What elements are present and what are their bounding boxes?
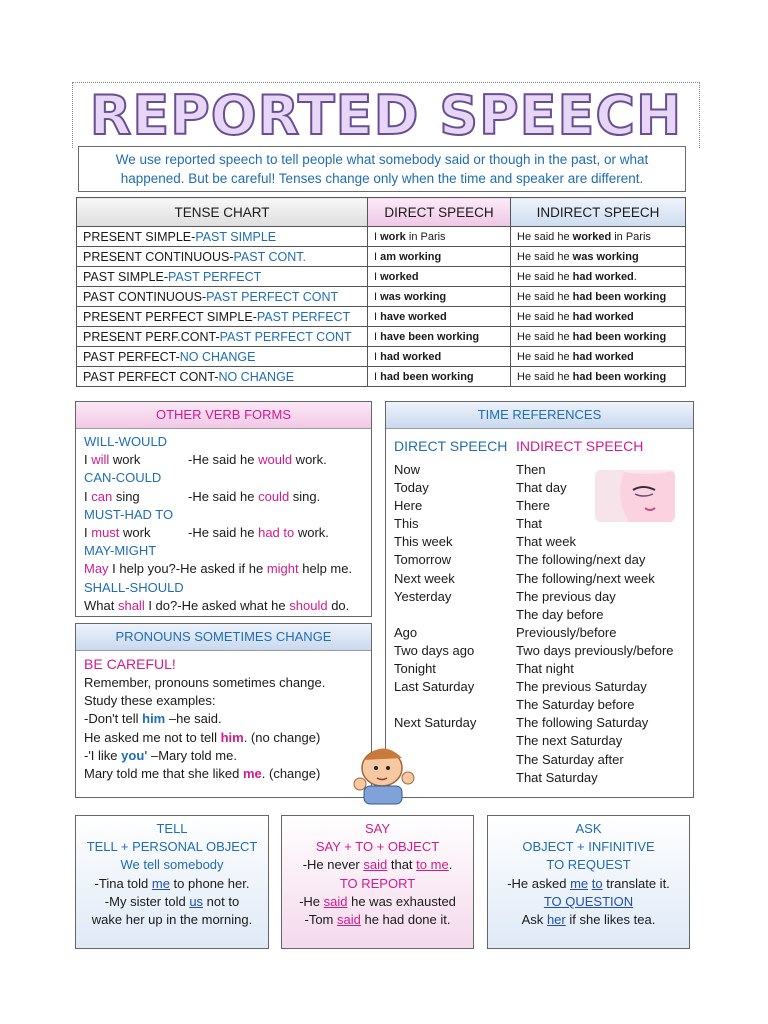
be-careful: BE CAREFUL! (84, 656, 176, 672)
verb-text: work (119, 525, 151, 541)
time-ref-row (394, 533, 685, 551)
indirect-speech-cell (511, 327, 686, 347)
other-verb-forms-heading: OTHER VERB FORMS (76, 402, 371, 429)
header-direct-speech: DIRECT SPEECH (368, 198, 511, 227)
verb-direct (84, 597, 177, 615)
verb-form-example (84, 451, 363, 469)
tense-result: PAST PERFECT CONT (219, 329, 352, 344)
direct-verb: worked (380, 270, 419, 283)
verb-form-label: MAY-MIGHT (84, 543, 157, 559)
verb-reported (176, 560, 352, 578)
time-direct (394, 696, 516, 714)
indirect-speech-cell (511, 367, 686, 387)
direct-text: I (374, 270, 381, 283)
pronoun-example: Mary told me that she liked me. (change) (84, 766, 321, 782)
tell-title: TELL (156, 821, 188, 836)
direct-text: I (374, 290, 381, 303)
time-ref-row (394, 714, 685, 732)
time-direct: Now (394, 462, 421, 477)
tense-cell (77, 267, 368, 287)
indirect-speech-cell (511, 347, 686, 367)
tense-cell (77, 247, 368, 267)
tense-result: PAST CONT. (233, 249, 306, 264)
direct-text: in Paris (405, 230, 446, 243)
time-ref-row (394, 732, 685, 750)
indirect-speech-cell (511, 307, 686, 327)
verb-text: I help you? (108, 561, 176, 577)
tense-name: PRESENT SIMPLE- (83, 229, 196, 244)
verb-form-label: SHALL-SHOULD (84, 579, 184, 595)
tense-row (77, 327, 686, 347)
header-tense-chart: TENSE CHART (77, 198, 368, 227)
verb-direct (84, 451, 188, 469)
verb-text: I (84, 452, 92, 468)
direct-verb: was working (380, 290, 447, 303)
verb-reported (188, 488, 320, 506)
thinking-kid-illustration (342, 742, 426, 808)
direct-speech-cell (368, 267, 511, 287)
direct-verb: work (380, 230, 406, 243)
time-ref-row (394, 588, 685, 606)
verb-form-label: MUST-HAD TO (84, 506, 174, 522)
tense-result: PAST PERFECT CONT (206, 289, 339, 304)
tense-cell (77, 327, 368, 347)
verb-highlight: had to (258, 525, 295, 541)
verb-form-label: WILL-WOULD (84, 434, 168, 449)
say-box (281, 815, 474, 949)
tense-name: PAST PERFECT CONT- (83, 369, 219, 384)
say-example: -Tom said he had done it. (304, 912, 451, 928)
direct-speech-cell (368, 367, 511, 387)
time-columns-header (394, 433, 685, 459)
time-ref-row (394, 678, 685, 696)
tell-box (75, 815, 269, 949)
indirect-verb: had been working (572, 370, 667, 383)
direct-verb: have worked (380, 310, 447, 323)
time-direct: Here (394, 498, 423, 514)
indirect-verb: worked (572, 230, 612, 243)
indirect-text: He said he (517, 350, 573, 363)
direct-text: I (374, 250, 381, 263)
verb-reported (188, 524, 329, 542)
tense-name: PRESENT PERFECT SIMPLE- (83, 309, 257, 324)
direct-text: I (374, 330, 381, 343)
direct-text: I (374, 310, 381, 323)
pronoun-example: -Don't tell him –he said. (84, 711, 222, 727)
verb-direct (84, 524, 188, 542)
time-indirect: There (516, 498, 550, 514)
direct-speech-cell (368, 307, 511, 327)
verb-text: -He said he (188, 452, 259, 468)
time-indirect: The previous Saturday (516, 679, 647, 695)
indirect-verb: was working (572, 250, 639, 263)
tense-name: PAST PERFECT- (83, 349, 180, 364)
ask-box (487, 815, 690, 949)
verb-text: work. (294, 525, 329, 541)
time-direct (394, 606, 516, 624)
time-direct: Yesterday (394, 588, 452, 604)
time-indirect: The day before (516, 606, 604, 622)
tell-example: wake her up in the morning. (91, 912, 253, 928)
pronouns-box (75, 623, 372, 798)
verb-form-example (84, 488, 363, 506)
ask-example: -He asked me to translate it. (507, 875, 670, 891)
time-indirect: The following Saturday (516, 715, 649, 731)
verb-text: -He asked if he (175, 561, 267, 577)
time-direct: Last Saturday (394, 679, 475, 695)
verb-text: work. (292, 452, 327, 468)
time-indirect: The following/next day (516, 552, 646, 568)
tense-result: NO CHANGE (179, 349, 256, 364)
tense-chart-table (76, 197, 686, 387)
indirect-text: He said he (517, 310, 573, 323)
time-direct: Next Saturday (394, 715, 477, 731)
ask-subrule: TO REQUEST (546, 857, 631, 873)
indirect-text: in Paris (611, 230, 651, 243)
tense-cell (77, 227, 368, 247)
verb-form-example (84, 597, 363, 615)
verb-highlight: must (91, 525, 120, 541)
verb-direct (84, 488, 188, 506)
verb-text: What (84, 597, 118, 613)
time-direct: Today (394, 480, 429, 496)
time-indirect: The following/next week (516, 570, 655, 586)
ask-subrule-question: TO QUESTION (543, 893, 634, 909)
verb-highlight: shall (117, 597, 145, 613)
page-title (72, 82, 700, 148)
time-indirect: That week (516, 534, 576, 550)
direct-verb: had been working (380, 370, 474, 383)
tense-row (77, 247, 686, 267)
time-ref-row (394, 570, 685, 588)
tell-rule: TELL + PERSONAL OBJECT (86, 839, 258, 855)
verb-form-example (84, 524, 363, 542)
other-verb-forms-box (75, 401, 372, 617)
tense-name: PRESENT PERF.CONT- (83, 329, 220, 344)
time-ref-row (394, 551, 685, 569)
tense-row (77, 267, 686, 287)
time-direct: Tonight (394, 661, 436, 677)
pronoun-line: Remember, pronouns sometimes change. (84, 675, 326, 690)
time-direct: Two days ago (394, 642, 475, 658)
time-direct: This (394, 516, 419, 532)
woman-face-illustration (595, 470, 675, 522)
direct-text: I (374, 370, 381, 383)
verb-highlight: could (258, 488, 290, 504)
time-ref-row (394, 751, 685, 769)
direct-text: I (374, 350, 381, 363)
verb-highlight: should (289, 597, 328, 613)
direct-speech-cell (368, 227, 511, 247)
verb-text: sing. (289, 488, 321, 504)
verb-text: I (84, 525, 92, 541)
tense-result: PAST PERFECT (256, 309, 351, 324)
time-ref-row (394, 769, 685, 787)
tense-result: PAST PERFECT (167, 269, 262, 284)
verb-text: work (109, 452, 141, 468)
verb-text: -He asked what he (177, 597, 290, 613)
ask-rule: OBJECT + INFINITIVE (522, 839, 655, 855)
verb-text: I (84, 488, 92, 504)
verb-text: do. (327, 597, 350, 613)
direct-speech-cell (368, 287, 511, 307)
indirect-verb: had worked (572, 270, 634, 283)
indirect-text: He said he (517, 230, 573, 243)
verb-highlight: can (91, 488, 113, 504)
indirect-verb: had worked (572, 310, 634, 323)
verb-reported (188, 451, 327, 469)
time-indirect: The Saturday after (516, 751, 624, 767)
col-direct-speech: DIRECT SPEECH (394, 438, 508, 454)
time-ref-row (394, 606, 685, 624)
verb-direct (84, 560, 176, 578)
tense-row (77, 227, 686, 247)
verb-form-label: CAN-COULD (84, 470, 162, 486)
time-direct: Next week (394, 570, 455, 586)
time-ref-row (394, 624, 685, 642)
verb-text: I do? (144, 597, 178, 613)
tense-cell (77, 307, 368, 327)
time-indirect: The next Saturday (516, 733, 623, 749)
indirect-verb: had been working (572, 330, 667, 343)
direct-speech-cell (368, 327, 511, 347)
verb-text: help me. (298, 561, 353, 577)
say-subrule: TO REPORT (339, 875, 416, 891)
tense-row (77, 347, 686, 367)
verb-highlight: will (91, 452, 110, 468)
indirect-text: He said he (517, 330, 573, 343)
time-indirect: That night (516, 661, 574, 677)
tense-cell (77, 367, 368, 387)
say-example: -He never said that to me. (302, 857, 453, 873)
indirect-speech-cell (511, 267, 686, 287)
indirect-speech-cell (511, 227, 686, 247)
time-indirect: The previous day (516, 588, 616, 604)
tense-name: PAST SIMPLE- (83, 269, 168, 284)
time-ref-row (394, 660, 685, 678)
tense-row (77, 367, 686, 387)
say-example: -He said he was exhausted (299, 893, 456, 909)
tense-name: PRESENT CONTINUOUS- (83, 249, 234, 264)
ask-title: ASK (575, 821, 602, 836)
time-references-heading: TIME REFERENCES (386, 402, 693, 429)
time-references-box (385, 401, 694, 798)
tense-row (77, 307, 686, 327)
indirect-text: He said he (517, 270, 573, 283)
time-indirect: The Saturday before (516, 697, 635, 713)
pronoun-example: He asked me not to tell him. (no change) (84, 729, 321, 745)
time-indirect: That (516, 516, 543, 532)
direct-verb: had worked (380, 350, 442, 363)
title-text: REPORTED SPEECH (89, 84, 683, 147)
time-indirect: That day (516, 480, 567, 496)
time-indirect: Then (516, 462, 546, 477)
indirect-verb: had been working (572, 290, 667, 303)
indirect-speech-cell (511, 247, 686, 267)
time-ref-row (394, 696, 685, 714)
verb-highlight: May (84, 561, 109, 577)
indirect-speech-cell (511, 287, 686, 307)
time-ref-row (394, 642, 685, 660)
time-direct: This week (394, 534, 453, 550)
say-title: SAY (364, 821, 391, 836)
direct-verb: am working (380, 250, 442, 263)
header-indirect-speech: INDIRECT SPEECH (511, 198, 686, 227)
pronouns-heading: PRONOUNS SOMETIMES CHANGE (76, 624, 371, 651)
direct-verb: have been working (380, 330, 480, 343)
tense-row (77, 287, 686, 307)
tense-name: PAST CONTINUOUS- (83, 289, 207, 304)
say-rule: SAY + TO + OBJECT (315, 839, 440, 855)
indirect-text: He said he (517, 250, 573, 263)
verb-reported (177, 597, 349, 615)
tense-result: PAST SIMPLE (195, 229, 277, 244)
time-indirect: Two days previously/before (516, 642, 674, 658)
direct-speech-cell (368, 347, 511, 367)
ask-example: Ask her if she likes tea. (521, 912, 656, 928)
indirect-verb: had worked (572, 350, 634, 363)
intro-box: We use reported speech to tell people what somebody said or though in the past, or what happened. But be careful! Tenses change only when the time and speaker are different. (78, 146, 686, 192)
verb-text: -He said he (188, 488, 259, 504)
time-indirect: Previously/before (516, 624, 617, 640)
tense-cell (77, 347, 368, 367)
verb-text: -He said he (188, 525, 259, 541)
direct-speech-cell (368, 247, 511, 267)
indirect-text: He said he (517, 370, 573, 383)
indirect-text: He said he (517, 290, 573, 303)
time-direct: Tomorrow (394, 552, 452, 568)
time-direct: Ago (394, 624, 418, 640)
tell-example: -Tina told me to phone her. (94, 875, 250, 891)
pronoun-line: Study these examples: (84, 693, 216, 709)
pronoun-example: -'I like you' –Mary told me. (84, 747, 237, 763)
indirect-text: . (633, 270, 637, 283)
time-indirect: That Saturday (516, 769, 598, 785)
tell-subrule: We tell somebody (120, 857, 224, 873)
verb-highlight: might (266, 561, 299, 577)
tense-result: NO CHANGE (218, 369, 295, 384)
direct-text: I (374, 230, 381, 243)
tense-cell (77, 287, 368, 307)
verb-form-example (84, 560, 363, 578)
tell-example: -My sister told us not to (104, 893, 240, 909)
verb-highlight: would (258, 452, 293, 468)
verb-text: sing (112, 488, 140, 504)
col-indirect-speech: INDIRECT SPEECH (516, 438, 644, 454)
